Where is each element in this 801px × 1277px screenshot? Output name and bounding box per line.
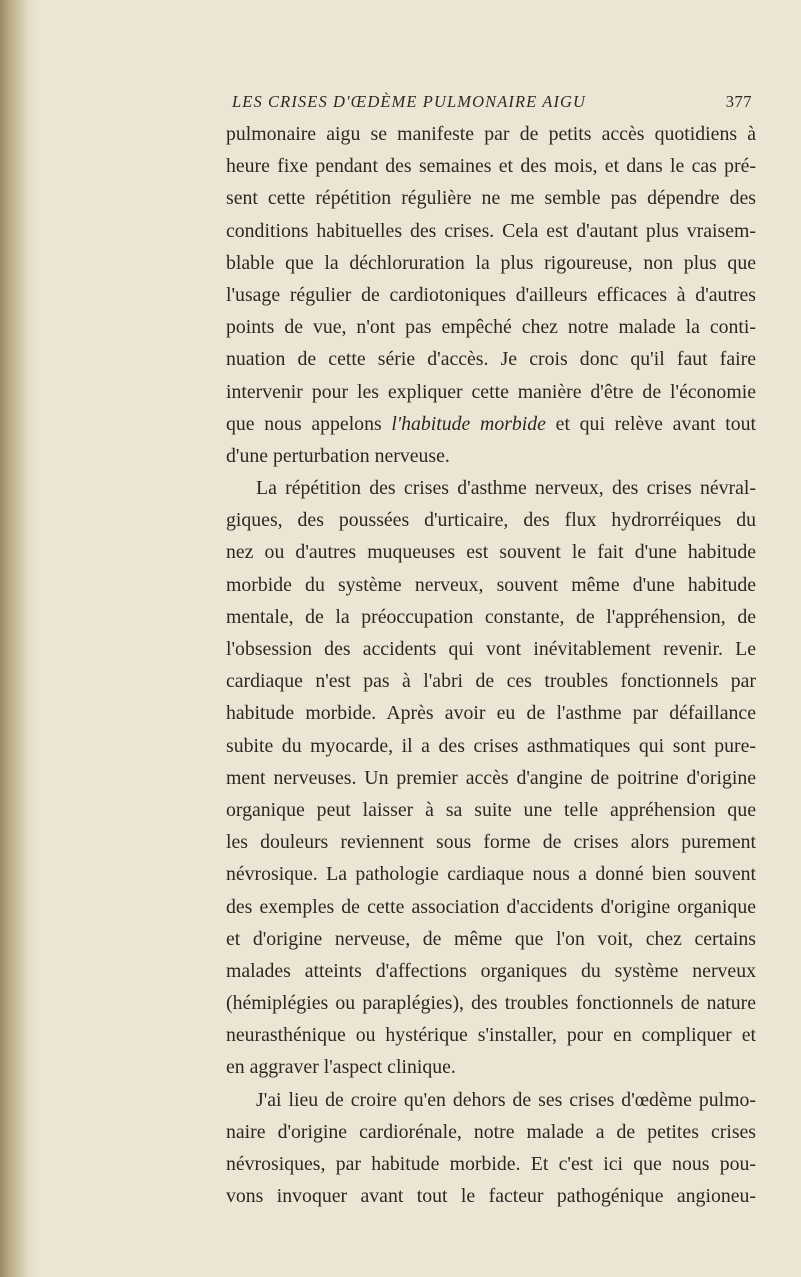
text-line: heure fixe pendant des semaines et des mois, et dans le cas pré-: [226, 155, 756, 178]
text-line: La répétition des crises d'asthme nerveux, des crises névral-: [256, 477, 756, 500]
text-line: des exemples de cette association d'accidents d'origine organique: [226, 895, 756, 918]
text-line: cardiaque n'est pas à l'abri de ces troubles fonctionnels par: [226, 670, 756, 693]
text-line: giques, des poussées d'urticaire, des flux hydrorréiques du: [226, 509, 756, 532]
running-head: [232, 92, 752, 114]
text-line: névrosique. La pathologie cardiaque nous a donné bien souvent: [226, 863, 756, 886]
page-number: 377: [725, 92, 752, 111]
text-line: les douleurs reviennent sous forme de crises alors purement: [226, 831, 756, 854]
text-line: vons invoquer avant tout le facteur pathogénique angioneu-: [226, 1185, 756, 1208]
text-line: intervenir pour les expliquer cette manière d'être de l'économie: [226, 380, 756, 403]
text-line: [226, 408, 756, 440]
text-line: en aggraver l'aspect clinique.: [226, 1056, 456, 1079]
body-text: [226, 118, 756, 1212]
text-line: blable que la déchloruration la plus rigoureuse, non plus que: [226, 251, 756, 274]
text-line: morbide du système nerveux, souvent même d'une habitude: [226, 573, 756, 596]
text-span: et qui relève avant tout: [545, 412, 756, 435]
text-line: nuation de cette série d'accès. Je crois donc qu'il faut faire: [226, 348, 756, 371]
text-line: l'usage régulier de cardiotoniques d'ailleurs efficaces à d'autres: [226, 283, 756, 306]
text-line: sent cette répétition régulière ne me semble pas dépendre des: [226, 187, 756, 210]
text-line: neurasthénique ou hystérique s'installer, pour en compliquer et: [226, 1024, 756, 1047]
text-line: habitude morbide. Après avoir eu de l'asthme par défaillance: [226, 702, 756, 725]
text-line: J'ai lieu de croire qu'en dehors de ses crises d'œdème pulmo-: [256, 1088, 756, 1111]
text-line: subite du myocarde, il a des crises asthmatiques qui sont pure-: [226, 734, 756, 757]
text-line: et d'origine nerveuse, de même que l'on voit, chez certains: [226, 927, 756, 950]
text-line: organique peut laisser à sa suite une telle appréhension que: [226, 798, 756, 821]
text-line: conditions habituelles des crises. Cela est d'autant plus vraisem-: [226, 219, 756, 242]
italic-term: l'habitude morbide: [391, 412, 546, 435]
text-line: ment nerveuses. Un premier accès d'angine de poitrine d'origine: [226, 766, 756, 789]
text-line: points de vue, n'ont pas empêché chez notre malade la conti-: [226, 316, 756, 339]
text-line: mentale, de la préoccupation constante, de l'appréhension, de: [226, 605, 756, 628]
text-line: nez ou d'autres muqueuses est souvent le fait d'une habitude: [226, 541, 756, 564]
text-line: névrosiques, par habitude morbide. Et c'est ici que nous pou-: [226, 1153, 756, 1175]
text-line: pulmonaire aigu se manifeste par de petits accès quotidiens à: [226, 123, 756, 145]
text-span: que nous appelons: [226, 412, 392, 435]
text-line: l'obsession des accidents qui vont inévitablement revenir. Le: [226, 638, 756, 660]
text-line: (hémiplégies ou paraplégies), des troubles fonctionnels de nature: [226, 992, 756, 1015]
page-gutter-shadow: [0, 0, 28, 1277]
text-line: malades atteints d'affections organiques du système nerveux: [226, 959, 756, 982]
text-line: d'une perturbation nerveuse.: [226, 444, 450, 467]
running-title: LES CRISES D'ŒDÈME PULMONAIRE AIGU: [232, 92, 587, 111]
text-line: naire d'origine cardiorénale, notre malade a de petites crises: [226, 1120, 756, 1143]
